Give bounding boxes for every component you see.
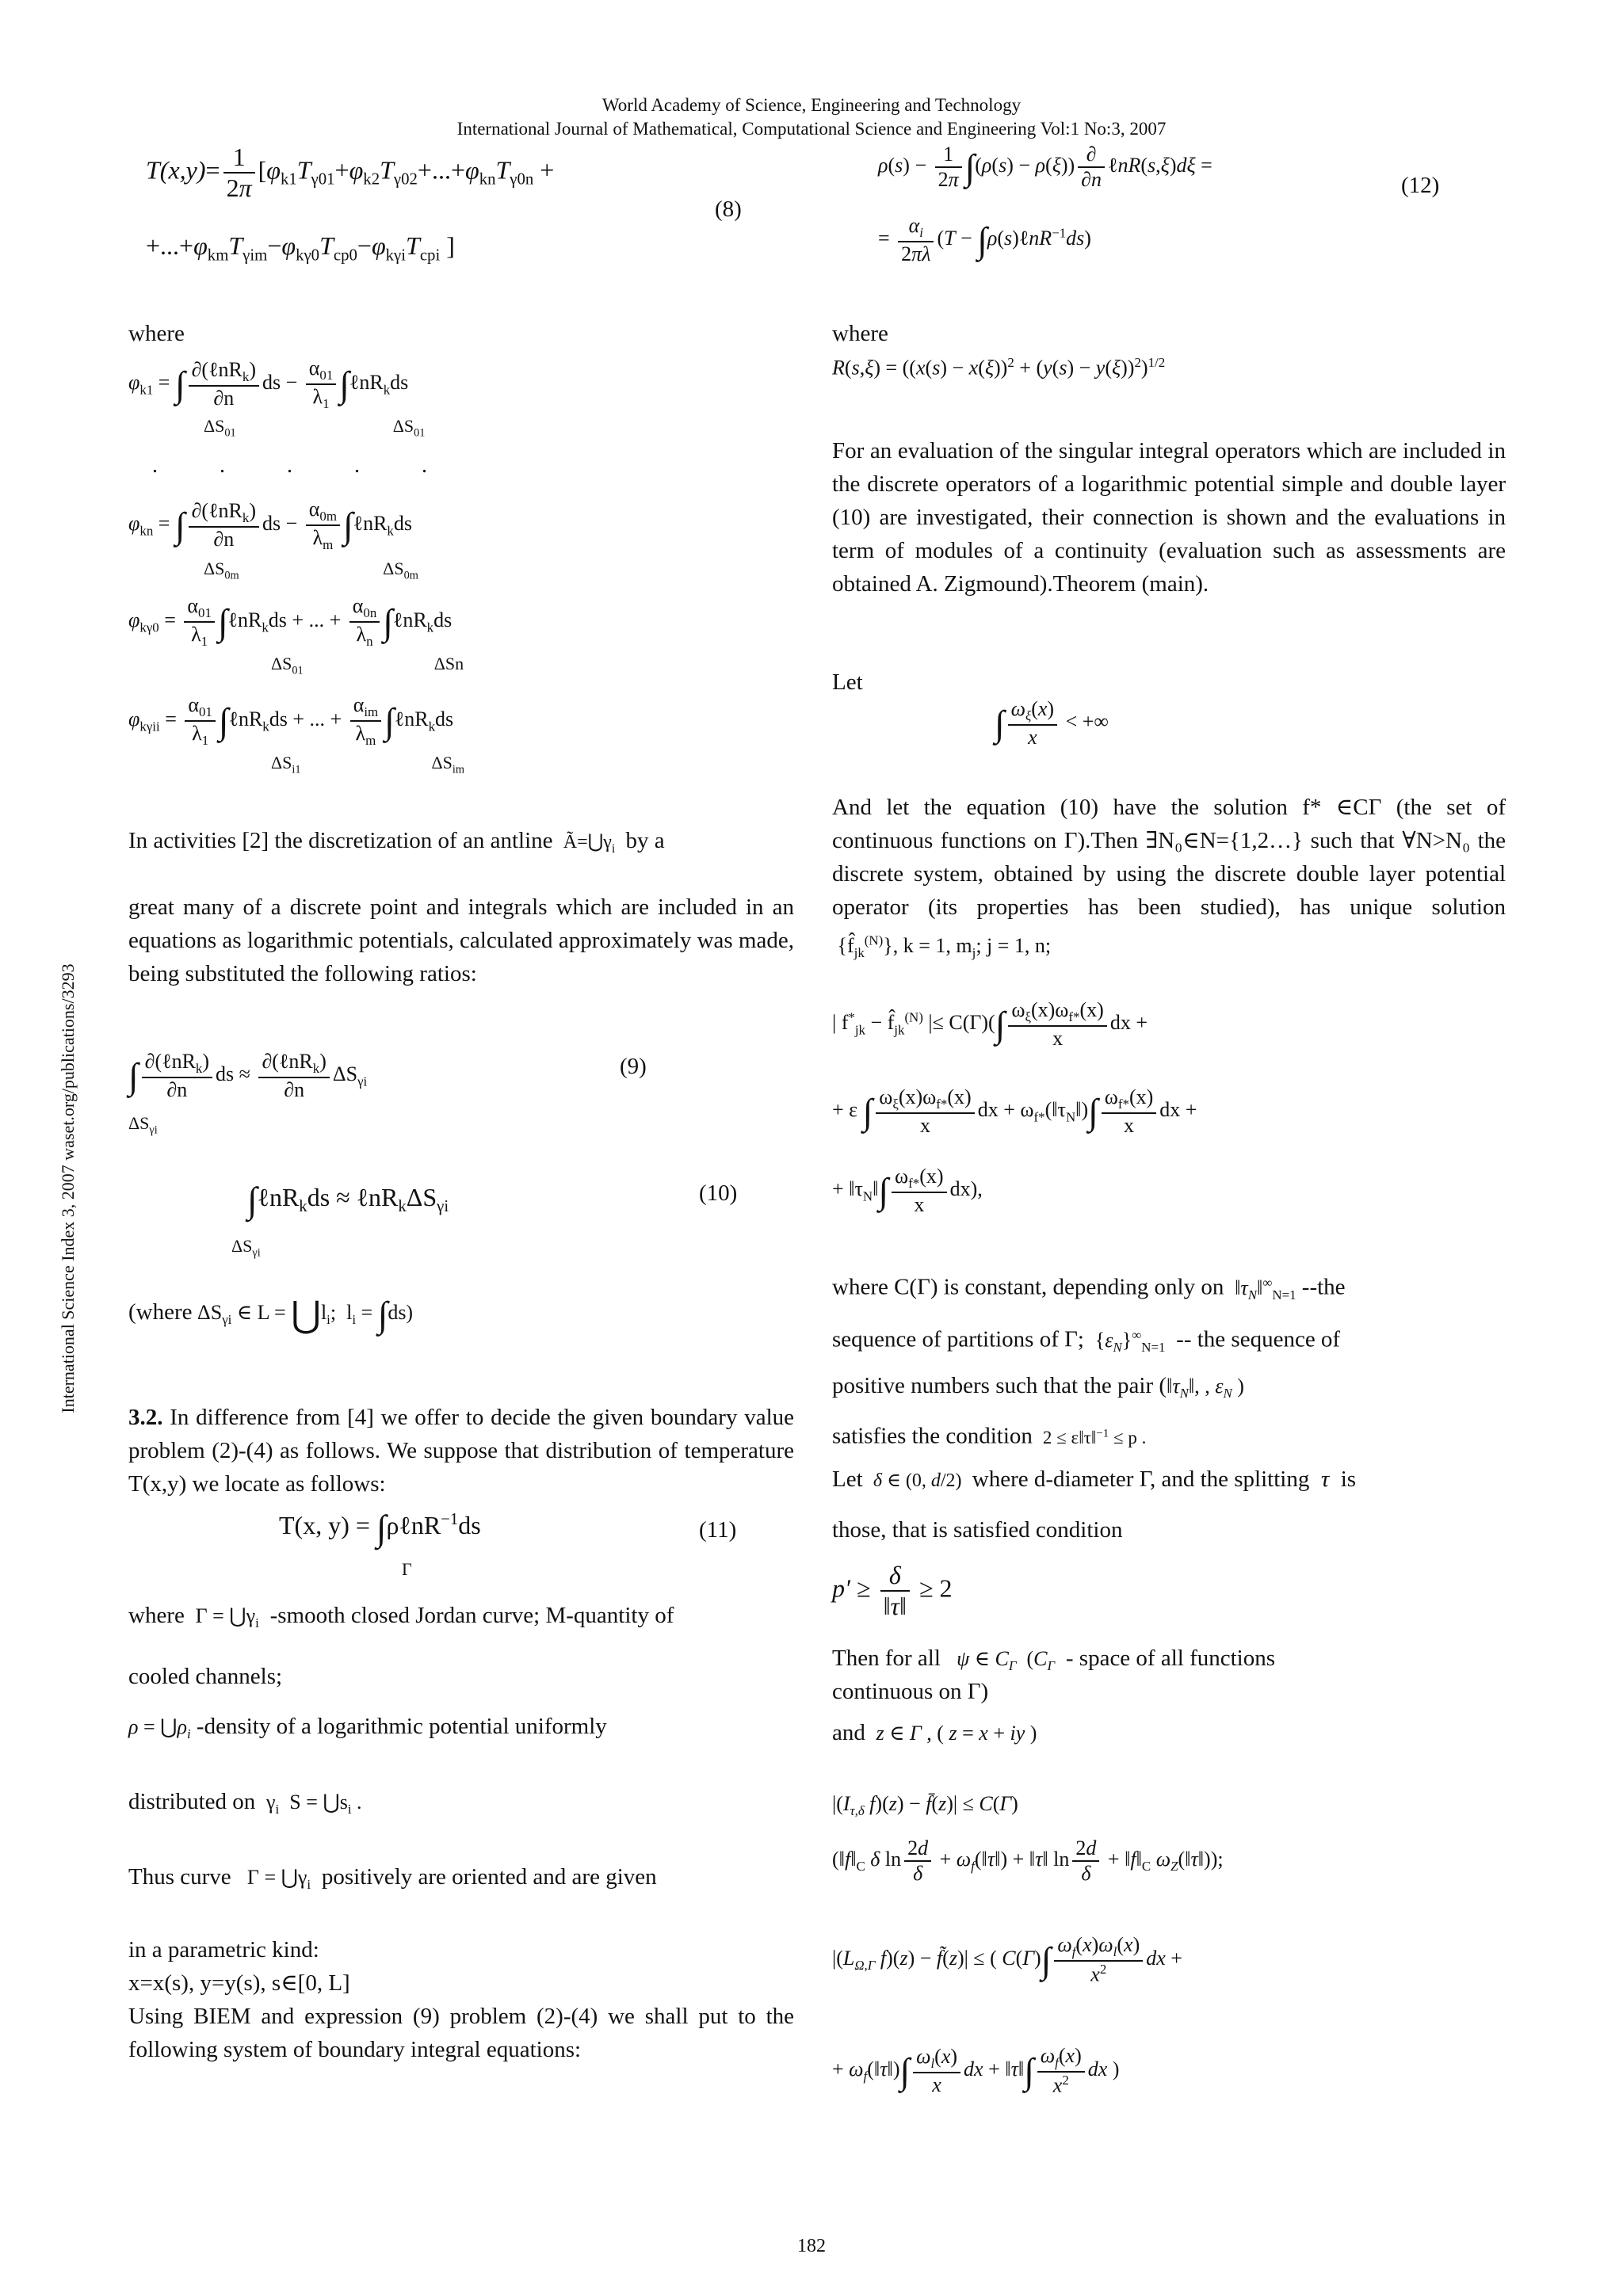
section-3-2-paragraph: 3.2. In difference from [4] we offer to decide the given boundary value problem (2)-(4) as follows. We suppose that distribution of temperature T(x,y) we locate as follows: xyxy=(128,1405,794,1497)
p-prime-condition: p′ ≥ $\frac{\delta}{‖\tau‖}$ ≥ 2 xyxy=(832,1561,953,1620)
equation-11-limit: Γ xyxy=(402,1559,412,1579)
paragraph-activities: In activities [2] the discretization of an antline $Ã=⋃\gamma_i$ by a xyxy=(128,828,665,856)
satisfies-condition: satisfies the condition 2 ≤ ε‖τ‖$^{-1}$ ≤ p . xyxy=(832,1423,1147,1449)
equation-12-line2: = $\frac{\alpha_i}{2\pi\lambda}$ (T − ∫ρ(s)ℓnR$^{-1}$ds) xyxy=(878,214,1091,266)
paragraph-evaluation: For an evaluation of the singular integral operators which are included in the discrete operators of a logarithmic potential simple and double layer (10) are investigated, their connection is shown and the evaluations in term of modules of a continuity (evaluation such as assessments are obtained A. Zigmound).Theorem (main). xyxy=(832,438,1506,597)
gamma-definition: where $\Gamma = ⋃\gamma_i$ -smooth closed Jordan curve; M-quantity of xyxy=(128,1603,674,1631)
estimate-line1: | $f^*_{jk}$ − $f̂_{jk}^{(N)}$ |≤ C(Γ)(∫ $\frac{\omega_\xi(x)\omega_{f*}(x)}{x}$ dx + xyxy=(832,998,1148,1051)
equation-9-label: (9) xyxy=(620,1054,647,1079)
phi-k-gammaii-limit: $\Delta S_{i1}$ $\Delta S_{im}$ xyxy=(271,753,464,776)
where-label-right: where xyxy=(832,321,888,346)
positive-numbers: positive numbers such that the pair ($‖\tau_N‖$, , $\varepsilon_N$ ) xyxy=(832,1373,1244,1402)
then-for-all: Then for all ψ ∈ $C_\Gamma$ ($C_\Gamma$ - space of all functions xyxy=(832,1646,1276,1674)
r-definition: $R(s,\xi) = ((x(s) - x(\xi))^2 + (y(s) - y(\xi))^2)^{1/2}$ xyxy=(832,355,1166,379)
equation-11: T(x, y) = ∫ρℓnR$^{-1}$ds xyxy=(279,1508,481,1548)
using-biem-paragraph: Using BIEM and expression (9) problem (2)-(4) we shall put to the following system of boundary integral equations: xyxy=(128,2004,794,2062)
where-c-gamma: where C(Γ) is constant, depending only on $‖\tau_N‖^\infty_{N=1}$ --the xyxy=(832,1274,1346,1302)
journal-subtitle: International Journal of Mathematical, Computational Science and Engineering Vol:1 No:3, 2007 xyxy=(456,119,1167,139)
equation-10-limit: $\Delta S_{\gamma i}$ xyxy=(231,1236,261,1260)
equation-12-line1: ρ(s) − $\frac{1}{2\pi}$ ∫(ρ(s) − ρ(ξ)) $\frac{\partial}{\partial n}$ ℓnR(s,ξ)dξ = xyxy=(878,143,1212,191)
phi-k-gamma0-limit: $\Delta S_{01}$ ΔSn xyxy=(271,654,464,677)
where-label: where xyxy=(128,321,185,346)
equation-10-label: (10) xyxy=(699,1180,738,1206)
inequality-l-omega: $|(L_{\Omega,\Gamma}$ f)(z) − f̃(z)| ≤ ( C(Γ)∫ $\frac{\omega_f(x)\omega_l(x)}{x^2}$ dx + xyxy=(832,1933,1182,1986)
equation-9-limit: $\Delta S_{\gamma i}$ xyxy=(128,1113,158,1137)
those-condition: those, that is satisfied condition xyxy=(832,1517,1123,1543)
equation-8-line1: T(x,y)= $\frac{1}{2\pi}$ [$\varphi_{k1}T_{\gamma 01}+\varphi_{k2}T_{\gamma 02}+...+\varphi_{kn}T_{\gamma 0n}$ + xyxy=(146,143,555,202)
inequality-i-tau-delta: $|(I_{\tau,\delta}$ f)(z) − f̄(z)| ≤ C(Γ) xyxy=(832,1792,1018,1819)
let-label: Let xyxy=(832,669,863,695)
phi-kn-definition: $\varphi_{kn}$ = ∫ $\frac{\partial(\ell nR_k)}{\partial n}$ ds − $\frac{\alpha_{0m}}{\lambda_m}$ ∫ℓnR$_k$ds xyxy=(128,498,412,553)
let-delta: Let δ ∈ (0, d/2) where d-diameter Γ, and the splitting τ is xyxy=(832,1466,1357,1492)
distributed-on: distributed on $\gamma_i$ $S = ⋃s_i$ . xyxy=(128,1789,362,1817)
parametric-equation: x=x(s), y=y(s), s∈[0, L] xyxy=(128,1970,350,1996)
page-number: 182 xyxy=(797,2236,826,2256)
rho-definition: $\rho = ⋃\rho_i$ -density of a logarithmic potential uniformly xyxy=(128,1714,607,1742)
where-delta-s-line: (where $\Delta S_{\gamma i}$ ∈ $L = ⋃l_i$; $l_i = \int ds$) xyxy=(128,1294,414,1335)
phi-k-gammaii-definition: $\varphi_{k\gamma ii}$ = $\frac{\alpha_{01}}{\lambda_1}$ ∫ℓnR$_k$ds + ... + $\frac{\alpha_{im}}{\lambda_m}$ ∫ℓnR$_k$ds xyxy=(128,693,454,749)
cooled-channels: cooled channels; xyxy=(128,1664,283,1689)
parametric-kind: in a parametric kind: xyxy=(128,1937,319,1962)
estimate-line2: + ε ∫ $\frac{\omega_\xi(x)\omega_{f*}(x)}{x}$ dx + $\omega_{f*}(‖\tau_N‖)\int$ $\frac{\omega_{f*}(x)}{x}$ dx + xyxy=(832,1085,1197,1138)
journal-title: World Academy of Science, Engineering and Technology xyxy=(601,95,1022,115)
phi-k1-limit: $\Delta S_{01}$ $\Delta S_{01}$ xyxy=(204,416,426,440)
estimate-line3: + $‖\tau_N‖\int$ $\frac{\omega_{f*}(x)}{x}$ dx), xyxy=(832,1165,983,1217)
inequality-bound-1: ($‖f‖_C$ δ ln $\frac{2d}{\delta}$ + $\omega_f(‖\tau‖)$ + ‖τ‖ ln $\frac{2d}{\delta}$ + $‖f‖_C$ $\omega_Z(‖\tau‖)$); xyxy=(832,1836,1224,1885)
paragraph-solution: And let the equation (10) have the solution f* ∈CΓ (the set of continuous functions on Γ).Then ∃N₀∈N={1,2…} such that ∀N>N₀ the discrete system, obtained by using the discrete double layer potential operator (its properties has been studied), has unique solution $\{f̂_{jk}^{(N)}\}$, k = 1, $m_j$; j = 1, n; xyxy=(832,795,1506,960)
inequality-bound-2: + $\omega_f(‖\tau‖)\int$ $\frac{\omega_l(x)}{x}$ dx + ‖τ‖∫ $\frac{\omega_f(x)}{x^2}$ dx ) xyxy=(832,2044,1120,2097)
phi-kn-limit: $\Delta S_{0m}$ $\Delta S_{0m}$ xyxy=(204,559,418,582)
equation-8-line2: $+...+\varphi_{km}T_{\gamma im}-\varphi_{k\gamma 0}T_{cp0}-\varphi_{k\gamma i}T_{cpi}$ ] xyxy=(146,231,455,265)
equation-11-label: (11) xyxy=(699,1517,737,1543)
equation-9: ∫ $\frac{\partial(\ell nR_k)}{\partial n}$ ds ≈ $\frac{\partial(\ell nR_k)}{\partial n}$ $\Delta S_{\gamma i}$ xyxy=(128,1050,368,1102)
phi-k-gamma0-definition: $\varphi_{k\gamma 0}$ = $\frac{\alpha_{01}}{\lambda_1}$ ∫ℓnR$_k$ds + ... + $\frac{\alpha_{0n}}{\lambda_n}$ ∫ℓnR$_k$ds xyxy=(128,594,453,650)
paragraph-activities-cont: great many of a discrete point and integrals which are included in an equations as logarithmic potentials, calculated approximately was made, being substituted the following ratios: xyxy=(128,894,794,986)
ellipsis-dots: ..... xyxy=(152,453,489,478)
equation-10: ∫ℓnR$_k$ds ≈ $\ell nR_k\Delta S_{\gamma i}$ xyxy=(247,1180,449,1220)
equation-12-label: (12) xyxy=(1401,173,1440,198)
continuous-on: continuous on Γ) xyxy=(832,1679,989,1704)
sequence-partitions: sequence of partitions of Γ; $\{\varepsilon_N\}^\infty_{N=1}$ -- the sequence of xyxy=(832,1326,1341,1355)
equation-8-label: (8) xyxy=(715,196,742,222)
section-3-2-number: 3.2. xyxy=(128,1405,163,1430)
and-z: and z ∈ Γ , ( z = x + iy ) xyxy=(832,1720,1037,1745)
let-condition: ∫ $\frac{\omega_\xi(x)}{x}$ < +∞ xyxy=(995,697,1109,749)
thus-curve: Thus curve $\Gamma = ⋃\gamma_i$ positively are oriented and are given xyxy=(128,1864,657,1893)
phi-k1-definition: $\varphi_{k1}$ = ∫ $\frac{\partial(\ell nR_k)}{\partial n}$ ds − $\frac{\alpha_{01}}{\lambda_1}$ ∫ℓnR$_k$ds xyxy=(128,357,409,412)
